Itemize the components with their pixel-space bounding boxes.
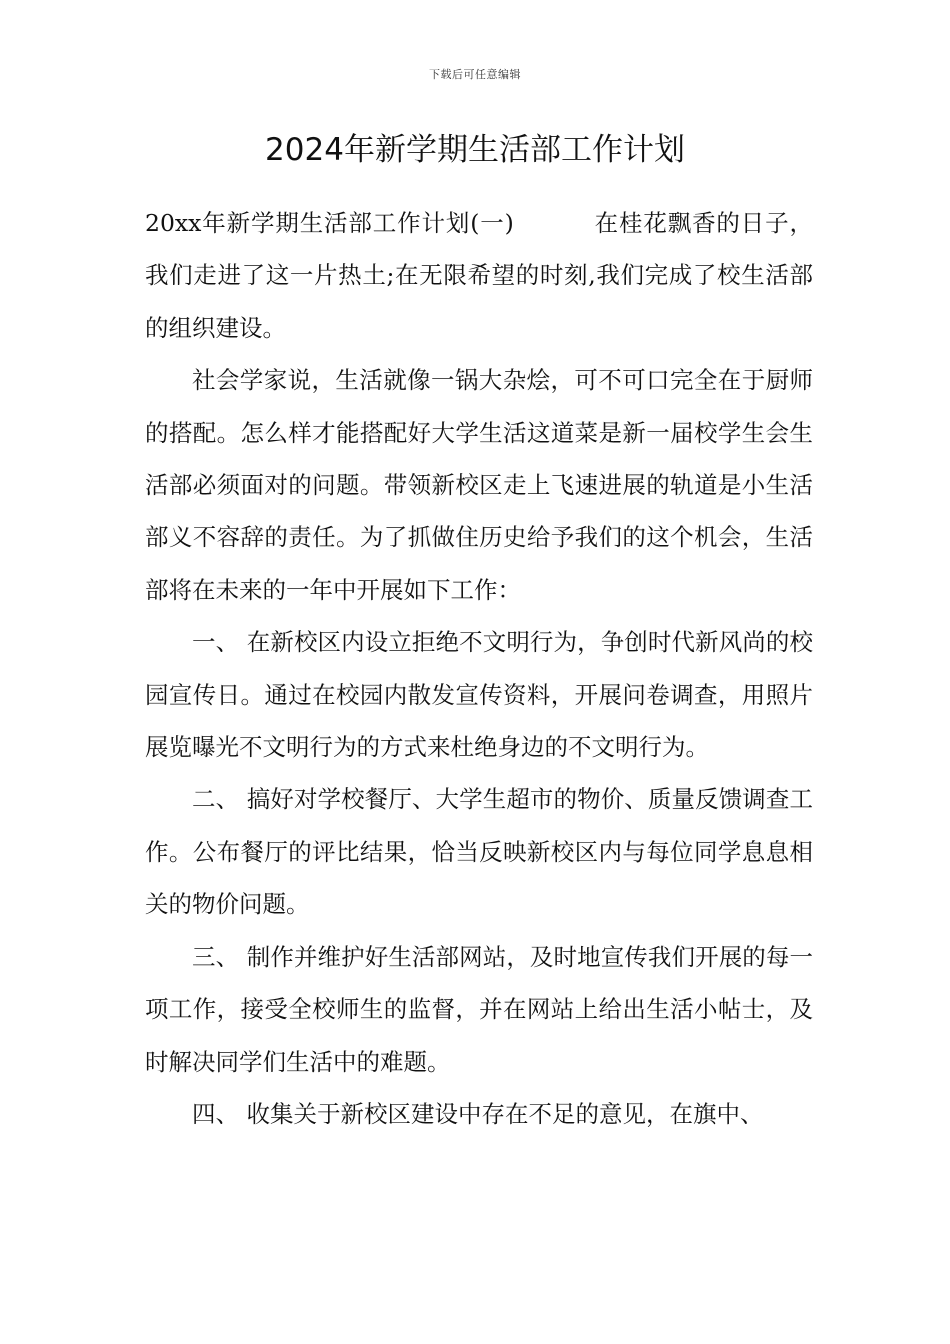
paragraph-intro <box>145 197 813 354</box>
intro-heading: 20xx年新学期生活部工作计划(一) <box>145 209 514 237</box>
document-title: 2024年新学期生活部工作计划 <box>265 132 685 168</box>
paragraph-item-4: 四、 收集关于新校区建设中存在不足的意见，在旗中、 <box>192 1099 764 1128</box>
paragraph-item-2: 二、 搞好对学校餐厅、大学生超市的物价、质量反馈调查工作。公布餐厅的评比结果，恰当反映新校区内与每位同学息息相关的物价问题。 <box>145 785 813 919</box>
paragraph-item-3: 三、 制作并维护好生活部网站，及时地宣传我们开展的每一项工作，接受全校师生的监督，并在网站上给出生活小帖士，及时解决同学们生活中的难题。 <box>145 942 813 1076</box>
document-body <box>145 197 813 1140</box>
paragraph-sociologist: 社会学家说，生活就像一锅大杂烩，可不可口完全在于厨师的搭配。怎么样才能搭配好大学生活这道菜是新一届校学生会生活部必须面对的问题。带领新校区走上飞速进展的轨道是小生活部义不容辞的责任。为了抓做住历史给予我们的这个机会，生活部将在未来的一年中开展如下工作： <box>145 366 813 604</box>
header-note: 下载后可任意编辑 <box>429 68 521 81</box>
intro-text: 在桂花飘香的日子，我们走进了这一片热土;在无限希望的时刻,我们完成了校生活部的组织建设。 <box>145 209 814 342</box>
paragraph-item-1: 一、 在新校区内设立拒绝不文明行为，争创时代新风尚的校园宣传日。通过在校园内散发宣传资料，开展问卷调查，用照片展览曝光不文明行为的方式来杜绝身边的不文明行为。 <box>145 628 813 762</box>
